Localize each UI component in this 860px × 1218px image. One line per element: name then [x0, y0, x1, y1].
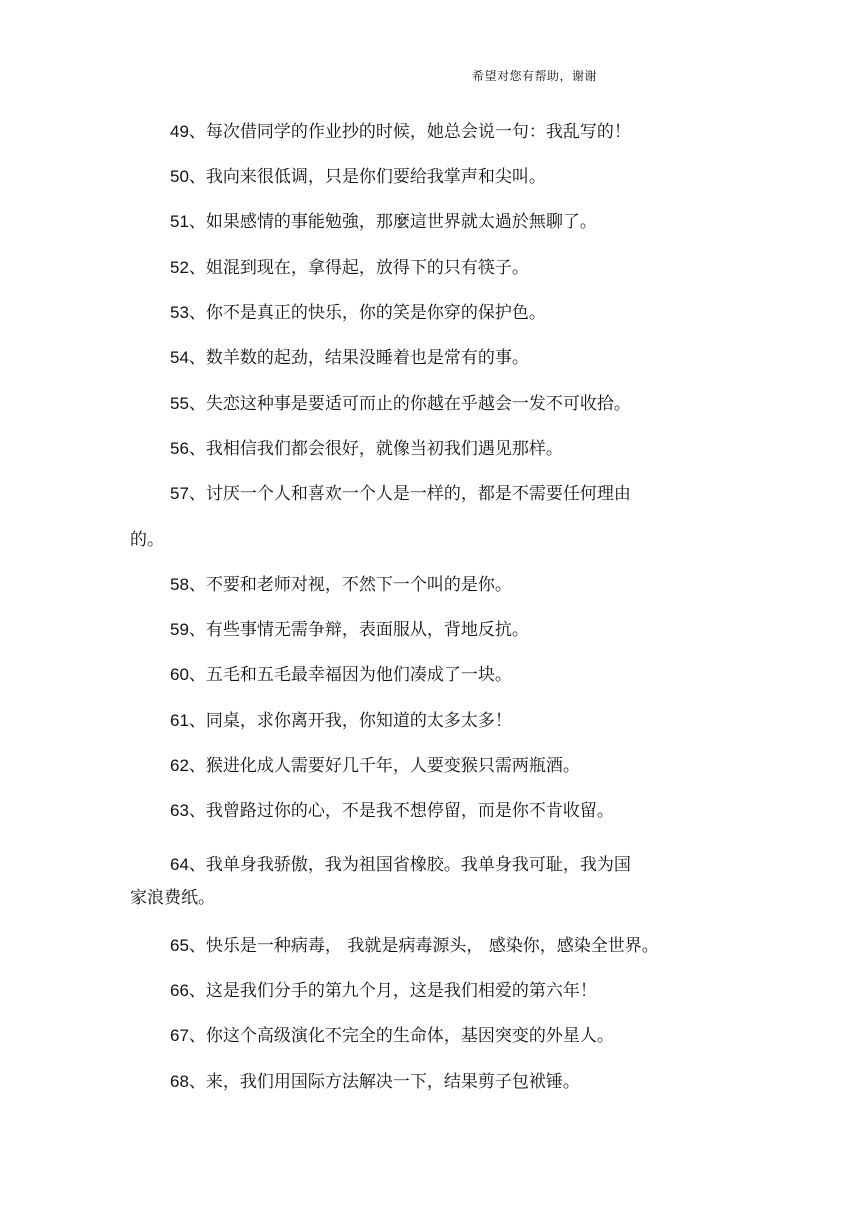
list-item	[170, 1025, 614, 1047]
item-text: 五毛和五毛最幸福因为他们凑成了一块。	[205, 665, 512, 685]
item-separator: 、	[188, 801, 206, 821]
item-separator: 、	[188, 756, 206, 776]
item-number: 61	[170, 711, 189, 730]
list-item	[170, 438, 563, 460]
item-separator: 、	[188, 212, 206, 232]
item-separator: 、	[188, 855, 206, 875]
list-item	[170, 257, 529, 279]
item-text: 有些事情无需争辩，表面服从，背地反抗。	[205, 620, 529, 640]
item-number: 51	[170, 212, 189, 231]
item-separator: 、	[188, 711, 206, 731]
item-separator: 、	[188, 258, 206, 278]
item-text: 快乐是一种病毒， 我就是病毒源头， 感染你，感染全世界。	[205, 936, 659, 956]
item-text: 数羊数的起劲，结果没睡着也是常有的事。	[205, 348, 529, 368]
item-number: 68	[170, 1072, 189, 1091]
list-item	[170, 619, 529, 641]
item-number: 50	[170, 167, 189, 186]
list-item	[170, 121, 631, 143]
item-text: 我曾路过你的心，不是我不想停留，而是你不肯收留。	[205, 801, 614, 821]
item-number: 59	[170, 620, 189, 639]
item-number: 54	[170, 348, 189, 367]
item-text: 我相信我们都会很好，就像当初我们遇见那样。	[205, 439, 563, 459]
item-text: 我向来很低调，只是你们要给我掌声和尖叫。	[205, 167, 546, 187]
item-separator: 、	[188, 936, 206, 956]
item-number: 66	[170, 981, 189, 1000]
list-item	[170, 755, 580, 777]
item-text: 姐混到现在，拿得起，放得下的只有筷子。	[205, 258, 529, 278]
item-separator: 、	[188, 484, 206, 504]
item-text: 你这个高级演化不完全的生命体，基因突变的外星人。	[205, 1026, 614, 1046]
item-text: 我单身我骄傲，我为祖国省橡胶。我单身我可耻，我为国	[205, 855, 631, 875]
item-number: 60	[170, 665, 189, 684]
item-separator: 、	[188, 439, 206, 459]
item-number: 67	[170, 1026, 189, 1045]
item-number: 52	[170, 258, 189, 277]
list-item	[170, 710, 512, 732]
item-separator: 、	[188, 303, 206, 323]
item-separator: 、	[188, 575, 206, 595]
list-item	[170, 483, 631, 505]
list-item	[170, 211, 597, 233]
item-number: 49	[170, 122, 189, 141]
item-number: 65	[170, 936, 189, 955]
list-item	[170, 393, 631, 415]
list-item	[170, 664, 512, 686]
item-number: 63	[170, 801, 189, 820]
item-number: 62	[170, 756, 189, 775]
item-separator: 、	[188, 620, 206, 640]
item-separator: 、	[188, 394, 206, 414]
item-text: 失恋这种事是要适可而止的你越在乎越会一发不可收拾。	[205, 394, 631, 414]
item-text: 猴进化成人需要好几千年，人要变猴只需两瓶酒。	[205, 756, 580, 776]
item-number: 53	[170, 303, 189, 322]
item-separator: 、	[188, 167, 206, 187]
item-text: 你不是真正的快乐，你的笑是你穿的保护色。	[205, 303, 546, 323]
item-text: 讨厌一个人和喜欢一个人是一样的，都是不需要任何理由	[205, 484, 631, 504]
list-item	[170, 347, 529, 369]
list-item	[170, 302, 546, 324]
item-text: 如果感情的事能勉強，那麼這世界就太過於無聊了。	[205, 212, 597, 232]
item-separator: 、	[188, 122, 206, 142]
item-text-continuation: 家浪费纸。	[130, 888, 215, 908]
item-separator: 、	[188, 981, 206, 1001]
item-text: 来，我们用国际方法解决一下，结果剪子包袱锤。	[205, 1072, 580, 1092]
item-text: 不要和老师对视，不然下一个叫的是你。	[205, 575, 512, 595]
item-separator: 、	[188, 348, 206, 368]
item-text: 每次借同学的作业抄的时候，她总会说一句：我乱写的！	[205, 122, 631, 142]
item-text-continuation: 的。	[130, 530, 164, 550]
list-item	[170, 574, 512, 596]
item-number: 58	[170, 575, 189, 594]
item-number: 64	[170, 855, 189, 874]
list-item	[170, 935, 659, 957]
item-separator: 、	[188, 665, 206, 685]
list-item	[170, 166, 546, 188]
list-item	[170, 800, 614, 822]
page-header: 希望对您有帮助，谢谢	[472, 69, 598, 83]
item-number: 55	[170, 394, 189, 413]
item-separator: 、	[188, 1026, 206, 1046]
item-text: 同桌，求你离开我，你知道的太多太多！	[205, 711, 512, 731]
item-number: 56	[170, 439, 189, 458]
list-item	[170, 854, 631, 876]
list-item	[170, 1071, 580, 1093]
item-number: 57	[170, 484, 189, 503]
item-text: 这是我们分手的第九个月，这是我们相爱的第六年！	[205, 981, 597, 1001]
item-separator: 、	[188, 1072, 206, 1092]
list-item	[170, 980, 597, 1002]
